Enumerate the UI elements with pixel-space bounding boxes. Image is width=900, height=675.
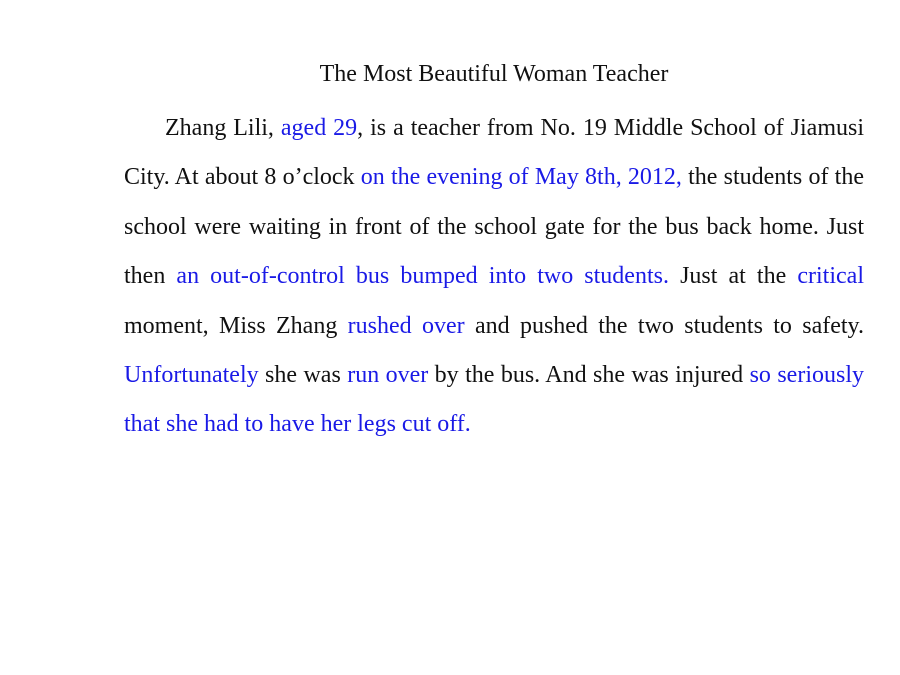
document-title: The Most Beautiful Woman Teacher xyxy=(319,61,669,87)
highlighted-phrase: an out-of-control bus bumped into two students. xyxy=(176,263,669,290)
highlighted-phrase: run over xyxy=(347,362,429,389)
text-segment: the students of the school were waiting in front of the school gate for the bus back home. Just then xyxy=(124,164,864,290)
highlighted-phrase: aged 29 xyxy=(280,115,358,141)
highlighted-phrase: critical xyxy=(797,263,864,290)
text-segment: Just at the xyxy=(668,263,798,290)
text-segment: she was xyxy=(258,362,348,389)
text-segment: , is a teacher from No. 19 Middle School of Jiamusi City. At about 8 o’clock xyxy=(124,115,864,191)
text-segment: by the bus. And she was injured xyxy=(428,362,750,389)
highlighted-phrase: Unfortunately xyxy=(124,362,259,389)
text-segment: moment, Miss Zhang xyxy=(124,312,348,339)
story-paragraph xyxy=(124,104,864,450)
highlighted-phrase: rushed over xyxy=(347,312,465,339)
highlighted-phrase: on the evening of May 8th, 2012, xyxy=(360,164,682,191)
highlighted-phrase: so seriously that she had to have her legs cut off. xyxy=(124,362,864,438)
text-segment: and pushed the two students to safety. xyxy=(464,312,864,339)
text-segment: Zhang Lili, xyxy=(165,115,281,141)
